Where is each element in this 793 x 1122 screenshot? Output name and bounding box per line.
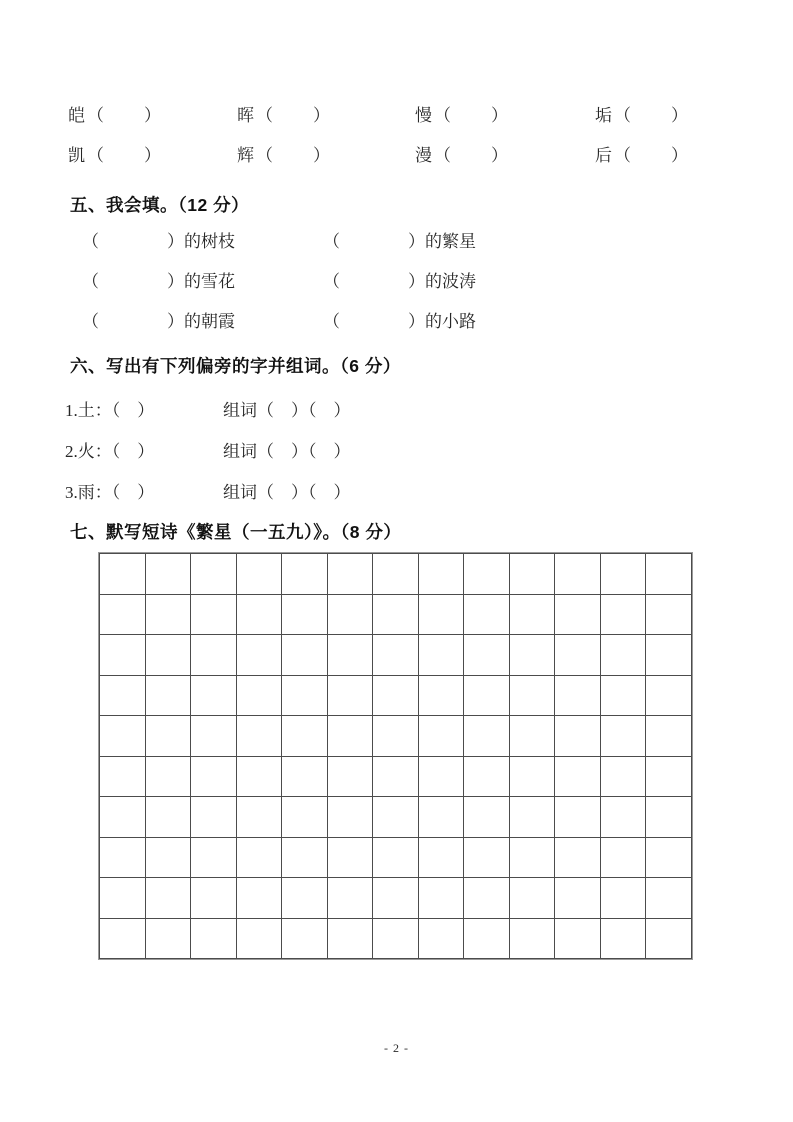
grid-cell: [328, 878, 374, 919]
word-form-row: [68, 136, 690, 176]
grid-cell: [146, 838, 192, 879]
grid-cell: [146, 797, 192, 838]
grid-cell: [237, 757, 283, 798]
grid-cell: [328, 635, 374, 676]
fill-in-item: （ ）的朝霞: [82, 312, 235, 331]
grid-cell: [282, 716, 328, 757]
grid-cell: [373, 635, 419, 676]
radical-label: 3.雨：（ ）: [65, 483, 155, 502]
fill-in-row: [82, 222, 476, 262]
page-number: - 2 -: [384, 1041, 409, 1055]
fill-in-item: （ ）的雪花: [82, 272, 235, 291]
grid-cell: [419, 919, 465, 960]
grid-cell: [646, 595, 692, 636]
zuci-label: 组词（ ）（ ）: [223, 442, 351, 461]
grid-cell: [510, 635, 556, 676]
grid-cell: [510, 838, 556, 879]
word-form-section: [68, 96, 690, 176]
radical-item: [65, 472, 351, 513]
grid-cell: [646, 676, 692, 717]
word-form-item: 辉（ ）: [237, 146, 332, 165]
grid-cell: [282, 757, 328, 798]
grid-cell: [555, 676, 601, 717]
grid-cell: [373, 919, 419, 960]
grid-cell: [328, 797, 374, 838]
grid-cell: [464, 595, 510, 636]
grid-cell: [328, 838, 374, 879]
grid-cell: [555, 838, 601, 879]
grid-cell: [282, 554, 328, 595]
grid-cell: [100, 595, 146, 636]
grid-cell: [464, 554, 510, 595]
grid-cell: [328, 919, 374, 960]
grid-cell: [464, 676, 510, 717]
radical-section: [65, 390, 351, 513]
section-seven-heading: 七、默写短诗《繁星（一五九）》。（8 分）: [70, 522, 402, 542]
grid-cell: [373, 676, 419, 717]
grid-cell: [191, 757, 237, 798]
grid-cell: [510, 797, 556, 838]
radical-item: [65, 390, 351, 431]
grid-cell: [464, 838, 510, 879]
grid-cell: [601, 919, 647, 960]
grid-cell: [237, 716, 283, 757]
grid-cell: [601, 676, 647, 717]
grid-cell: [328, 716, 374, 757]
fill-in-item: （ ）的波涛: [323, 272, 476, 291]
grid-cell: [464, 757, 510, 798]
grid-cell: [555, 595, 601, 636]
grid-cell: [237, 595, 283, 636]
grid-cell: [237, 797, 283, 838]
grid-cell: [601, 716, 647, 757]
radical-item: [65, 431, 351, 472]
grid-cell: [282, 838, 328, 879]
grid-cell: [601, 878, 647, 919]
fill-in-section: [82, 222, 476, 342]
grid-cell: [237, 919, 283, 960]
fill-in-item: （ ）的小路: [323, 312, 476, 331]
grid-cell: [510, 878, 556, 919]
grid-cell: [100, 797, 146, 838]
grid-cell: [100, 554, 146, 595]
grid-cell: [191, 878, 237, 919]
grid-cell: [510, 595, 556, 636]
grid-cell: [146, 878, 192, 919]
grid-cell: [464, 919, 510, 960]
grid-cell: [373, 838, 419, 879]
grid-cell: [100, 757, 146, 798]
word-form-item: 垢（ ）: [595, 106, 690, 125]
grid-cell: [510, 919, 556, 960]
grid-cell: [510, 757, 556, 798]
grid-cell: [510, 676, 556, 717]
grid-cell: [646, 797, 692, 838]
grid-cell: [419, 757, 465, 798]
grid-cell: [646, 635, 692, 676]
grid-cell: [601, 595, 647, 636]
grid-cell: [419, 676, 465, 717]
grid-cell: [510, 716, 556, 757]
grid-cell: [555, 554, 601, 595]
fill-in-row: [82, 262, 476, 302]
grid-cell: [464, 878, 510, 919]
grid-cell: [419, 797, 465, 838]
grid-cell: [646, 757, 692, 798]
grid-cell: [328, 757, 374, 798]
grid-cell: [100, 635, 146, 676]
grid-cell: [555, 878, 601, 919]
grid-cell: [601, 797, 647, 838]
word-form-item: 慢（ ）: [415, 106, 510, 125]
radical-label: 2.火：（ ）: [65, 442, 155, 461]
word-form-item: 漫（ ）: [415, 146, 510, 165]
zuci-label: 组词（ ）（ ）: [223, 401, 351, 420]
word-form-row: [68, 96, 690, 136]
grid-cell: [419, 716, 465, 757]
grid-cell: [237, 838, 283, 879]
grid-cell: [373, 797, 419, 838]
grid-cell: [555, 716, 601, 757]
grid-cell: [191, 838, 237, 879]
grid-cell: [328, 676, 374, 717]
grid-cell: [419, 838, 465, 879]
grid-cell: [419, 635, 465, 676]
word-form-item: 后（ ）: [595, 146, 690, 165]
grid-cell: [419, 554, 465, 595]
grid-cell: [510, 554, 556, 595]
grid-cell: [191, 716, 237, 757]
word-form-item: 晖（ ）: [237, 106, 332, 125]
grid-cell: [373, 716, 419, 757]
grid-cell: [237, 554, 283, 595]
grid-cell: [373, 595, 419, 636]
grid-cell: [237, 676, 283, 717]
grid-cell: [146, 554, 192, 595]
grid-cell: [100, 716, 146, 757]
grid-cell: [146, 595, 192, 636]
grid-cell: [282, 676, 328, 717]
grid-cell: [146, 919, 192, 960]
word-form-item: 凯（ ）: [68, 146, 163, 165]
grid-cell: [100, 919, 146, 960]
grid-cell: [282, 878, 328, 919]
grid-cell: [373, 554, 419, 595]
grid-cell: [146, 635, 192, 676]
grid-cell: [646, 716, 692, 757]
grid-cell: [282, 635, 328, 676]
fill-in-item: （ ）的繁星: [323, 232, 476, 251]
grid-cell: [146, 757, 192, 798]
grid-cell: [100, 676, 146, 717]
grid-cell: [646, 838, 692, 879]
grid-cell: [191, 919, 237, 960]
grid-cell: [146, 676, 192, 717]
grid-cell: [464, 716, 510, 757]
grid-cell: [601, 757, 647, 798]
grid-cell: [191, 595, 237, 636]
grid-cell: [646, 878, 692, 919]
fill-in-row: [82, 302, 476, 342]
grid-cell: [464, 635, 510, 676]
grid-cell: [555, 797, 601, 838]
grid-cell: [191, 554, 237, 595]
grid-cell: [237, 878, 283, 919]
grid-cell: [237, 635, 283, 676]
grid-cell: [146, 716, 192, 757]
grid-cell: [282, 919, 328, 960]
grid-cell: [646, 554, 692, 595]
grid-cell: [191, 635, 237, 676]
grid-cell: [646, 919, 692, 960]
grid-cell: [601, 838, 647, 879]
grid-cell: [601, 554, 647, 595]
grid-cell: [555, 635, 601, 676]
grid-cell: [191, 797, 237, 838]
grid-cell: [373, 878, 419, 919]
grid-cell: [464, 797, 510, 838]
grid-cell: [100, 838, 146, 879]
writing-grid: [99, 553, 692, 959]
grid-cell: [601, 635, 647, 676]
grid-cell: [419, 878, 465, 919]
grid-cell: [419, 595, 465, 636]
grid-cell: [373, 757, 419, 798]
section-five-heading: 五、我会填。（12 分）: [70, 195, 250, 215]
grid-cell: [555, 919, 601, 960]
grid-cell: [328, 595, 374, 636]
grid-cell: [191, 676, 237, 717]
radical-label: 1.土：（ ）: [65, 401, 155, 420]
zuci-label: 组词（ ）（ ）: [223, 483, 351, 502]
word-form-item: 皑（ ）: [68, 106, 163, 125]
grid-cell: [328, 554, 374, 595]
grid-cell: [282, 797, 328, 838]
section-six-heading: 六、写出有下列偏旁的字并组词。（6 分）: [70, 356, 401, 376]
grid-cell: [100, 878, 146, 919]
grid-cell: [555, 757, 601, 798]
grid-cell: [282, 595, 328, 636]
fill-in-item: （ ）的树枝: [82, 232, 235, 251]
